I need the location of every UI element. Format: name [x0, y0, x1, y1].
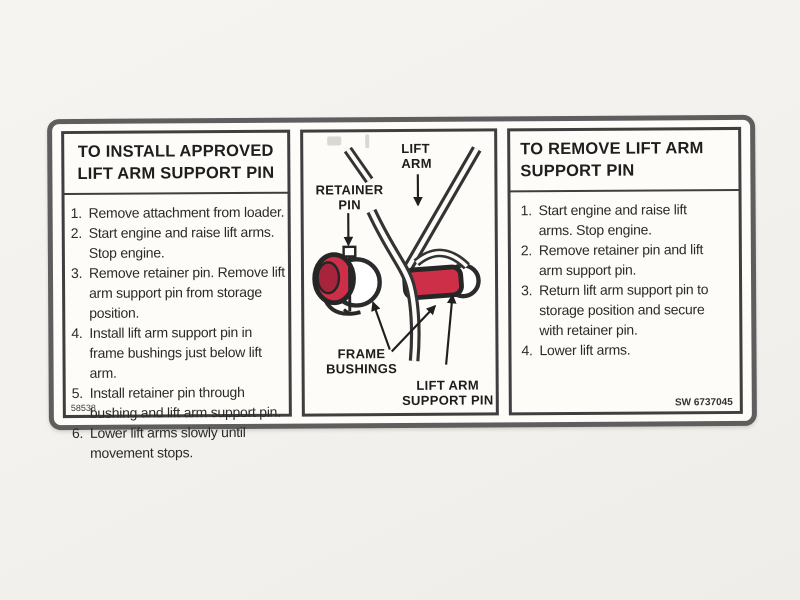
instruction-decal — [47, 115, 757, 461]
step-item — [72, 381, 287, 422]
step-number: 2. — [520, 241, 533, 258]
step-text: Install lift arm support pin in frame bushings just below lift arm. — [89, 323, 262, 381]
step-number: 3. — [521, 281, 533, 298]
retainer-pin-label — [309, 182, 389, 212]
step-item — [521, 199, 717, 240]
install-panel-title — [64, 133, 287, 195]
step-text: Remove attachment from loader. — [88, 203, 285, 221]
step-item — [521, 239, 717, 280]
step-item — [71, 321, 286, 382]
step-text: Return lift arm support pin to storage position and secure with retainer pin. — [539, 280, 709, 338]
support-pin-label-line1: LIFT ARM — [416, 377, 480, 393]
step-item — [71, 201, 286, 222]
lift-arm-label-line1: LIFT — [401, 140, 430, 157]
frame-bushings-label — [314, 346, 408, 377]
install-title-line1: TO INSTALL APPROVED — [77, 141, 274, 161]
step-number: 6. — [71, 424, 84, 441]
lift-arm-label — [401, 141, 432, 171]
part-number-right: SW 6737045 — [674, 396, 733, 409]
remove-panel — [507, 127, 743, 415]
scan-smudge — [327, 136, 341, 145]
step-number: 1. — [70, 204, 82, 221]
step-text: Lower lift arms slowly until movement stops. — [89, 423, 246, 461]
lift-arm-label-line2: ARM — [401, 155, 432, 172]
step-text: Start engine and raise lift arms. Stop engine. — [88, 223, 275, 261]
step-text: Remove retainer pin and lift arm support pin. — [538, 240, 704, 278]
step-item — [71, 221, 286, 262]
step-number: 5. — [71, 384, 83, 401]
install-title-line2: LIFT ARM SUPPORT PIN — [77, 163, 275, 183]
step-number: 3. — [70, 264, 83, 281]
step-item — [71, 261, 286, 322]
part-number-left: 58538 — [70, 402, 96, 414]
step-item — [521, 339, 717, 360]
step-number: 2. — [70, 224, 82, 241]
step-item — [72, 421, 287, 462]
step-text: Lower lift arms. — [539, 341, 631, 358]
install-panel — [61, 130, 292, 461]
install-steps-list — [65, 193, 290, 462]
retainer-pin-label-line1: RETAINER — [315, 182, 384, 198]
step-number: 4. — [71, 324, 83, 341]
support-pin-label-line2: SUPPORT PIN — [402, 392, 494, 409]
scan-smudge — [365, 134, 369, 148]
frame-bushings-label-line2: BUSHINGS — [326, 361, 398, 377]
retainer-pin-label-line2: PIN — [338, 197, 361, 213]
remove-panel-title — [510, 130, 738, 192]
step-text: Remove retainer pin. Remove lift arm support pin from storage position. — [88, 263, 285, 321]
diagram-panel — [300, 128, 499, 416]
remove-title-line1: TO REMOVE LIFT ARM — [520, 139, 704, 159]
frame-bushings-callout-arrow-left — [373, 302, 390, 349]
step-number: 4. — [521, 341, 533, 358]
step-number: 1. — [520, 201, 532, 218]
lift-arm-support-pin-label — [395, 377, 501, 408]
step-text: Start engine and raise lift arms. Stop engine. — [538, 200, 687, 238]
step-item — [521, 279, 717, 340]
remove-title-line2: SUPPORT PIN — [520, 161, 635, 181]
step-text: Install retainer pin through bushing and lift arm support pin. — [89, 383, 281, 421]
retainer-pin-shape — [315, 247, 380, 314]
frame-bushings-label-line1: FRAME — [337, 346, 386, 362]
remove-steps-list — [511, 190, 740, 359]
